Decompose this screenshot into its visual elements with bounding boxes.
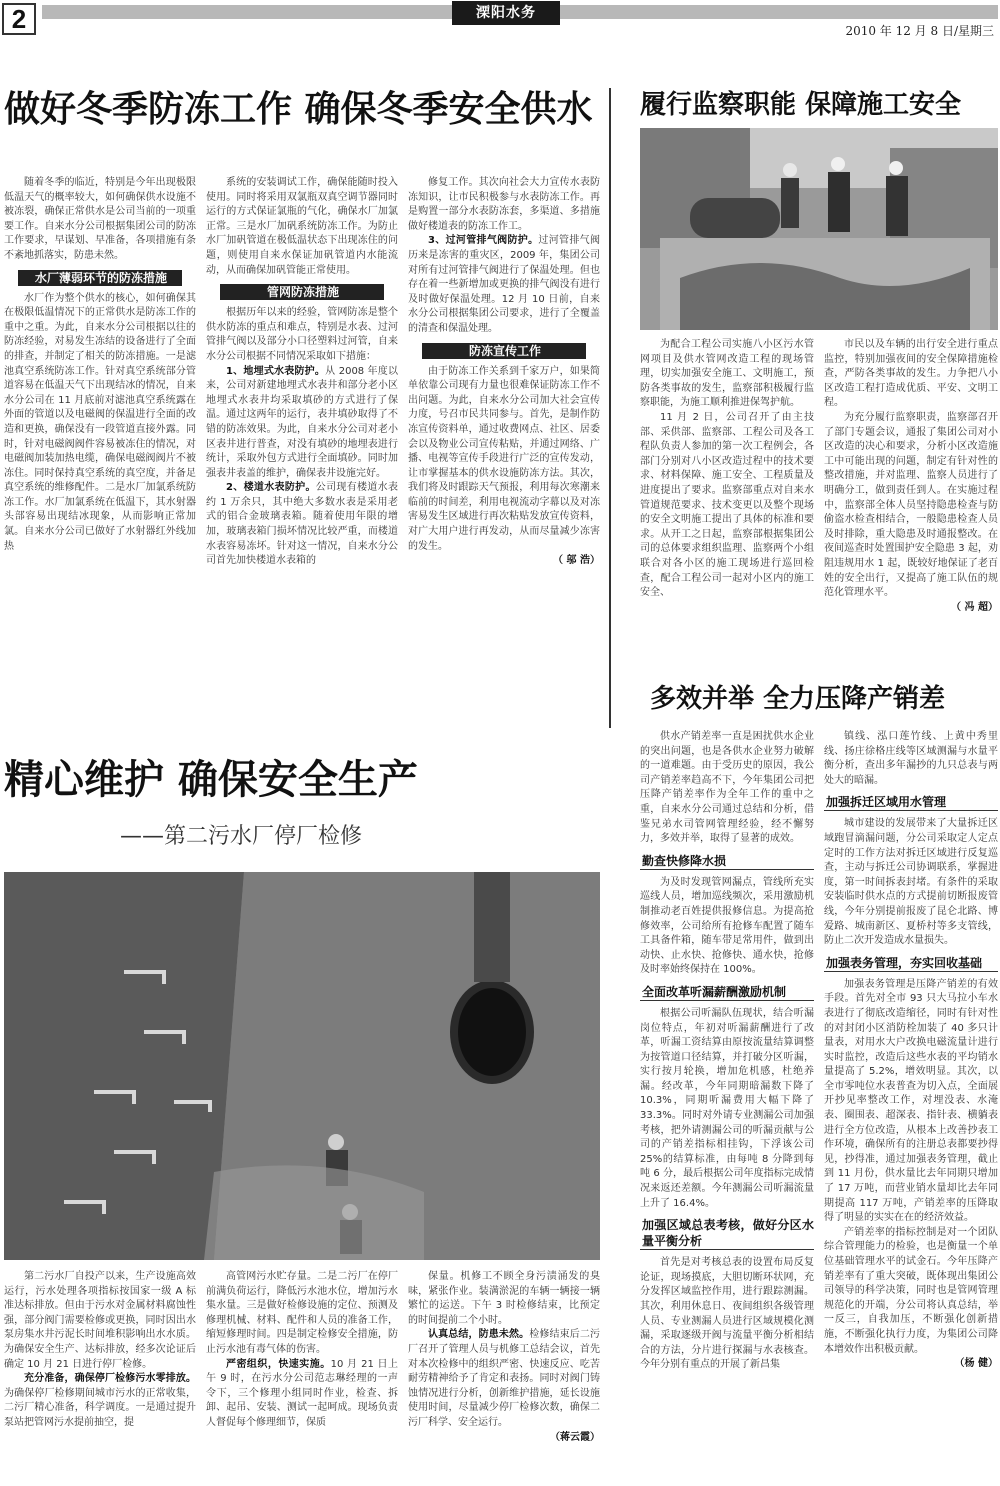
- article1-headline: 做好冬季防冻工作 确保冬季安全供水: [4, 89, 593, 130]
- paragraph-lead: 3、过河管排气阀防护。: [428, 235, 539, 247]
- article4-photo: [4, 872, 600, 1260]
- article2-headline: 履行监察职能 保障施工安全: [640, 90, 962, 120]
- section-heading: 加强拆迁区域用水管理: [824, 794, 998, 811]
- paragraph: 城市建设的发展带来了大量拆迁区域跑冒滴漏问题，分公司采取定人定点定时的工作方法对拆迁区域进行反复巡查，主动与拆迁公司协调联系，掌握进度，第一时间拆表封堵。有条件的采取安装临时供水点的方式提前切断报废管线，今年分别提前报废了昆仑北路、博爱路、城南新区、夏桥村等多支管线，防止二次开发造成水量损失。: [824, 818, 998, 947]
- page-number: 2: [2, 3, 36, 35]
- paragraph-lead: 2、楼道水表防护。: [226, 482, 316, 494]
- paragraph: 水厂作为整个供水的核心，如何确保其在极限低温情况下的正常供水是防冻工作的重中之重。为此，自来水分公司根据以往的防冻经验，对易发生冻结的设备进行了全面的排查，并制定了相关的防冻措施。一是滤池真空系统防冻工作。针对真空系统部分管道容易在低温天气下出现结冰的情况，自来水分公司在 11 月底前对滤池真空系统露在外面的管道以及电磁阀的保温进行全面的改造和更换，确保没有一段管道直接外露。同时，针对电磁阀阀件容易被冻住的情况，对电磁阀加装加热电缆，确保电磁阀阀片不被冻住。同时保持真空系统的真空度，并备足真空系统的维修配件。二是水厂加氯系统防冻工作。水厂加氯系统在低温下，其水射器头部容易出现结冰现象，从而影响正常加氯。自来水分公司已做好了水射器红外线加热: [4, 292, 196, 552]
- article4-subheadline: ——第二污水厂停厂检修: [120, 824, 363, 849]
- paragraph-text: 过河管排气阀历来是冻害的重灾区，2009 年，集团公司对所有过河管排气阀进行了保温处理。但也存在着一些新增加或更换的排气阀没有进行及时做好保温处理。12 月 10 日前，自来水分公司根据集团公司要求，进行了全覆盖的清查和保温处理。: [408, 235, 600, 334]
- paragraph: 为充分履行监察职责，监察部召开了部门专题会议，通报了集团公司对小区改造的决心和要求，分析小区改造施工中可能出现的问题，制定有针对性的整改措施，并对监理、监察人员进行了明确分工，做到责任到人。在实施过程中，监察部全体人员坚持隐患检查与防偷盗水检查相结合，一般隐患检查人员及时排除，重大隐患及时通报整改。在夜间巡查时处置围护安全隐患 3 起，劝阻违规用水 1 起，既较好地保证了老百姓的安全出行，又提高了施工队伍的规范化管理水平。: [824, 411, 998, 599]
- article2-column-2: [824, 338, 998, 728]
- masthead: [0, 0, 1000, 36]
- paragraph: [4, 1372, 196, 1430]
- article1-column-3: [408, 176, 600, 724]
- paragraph: 根据公司听漏队伍现状，结合听漏岗位特点，年初对听漏薪酬进行了改革，听漏工资结算由原按流量结算调整为按管道口径结算，并打破分区听漏，实行按月轮换，增加危机感，杜绝养漏。经改革，今年同期暗漏数下降了 10.3%，同期听漏费用大幅下降了 33.3%。同时对外请专业测漏公司加强考核，把外请测漏公司的听漏贡献与公司的产销差指标相挂钩，下浮该公司 25%的结算标准，由每吨 8 分降到每吨 6 分，最后根据公司年度指标完成情况来返还差额。今年测漏公司听漏流量上升了 16.4%。: [640, 1007, 814, 1209]
- article3-headline: 多效并举 全力压降产销差: [650, 684, 946, 714]
- section-heading: 加强表务管理，夯实回收基础: [824, 955, 998, 972]
- section-heading: 防冻宣传工作: [422, 343, 586, 359]
- paragraph: [206, 1358, 398, 1431]
- article3-column-2: [824, 730, 998, 1482]
- paragraph: [408, 1328, 600, 1430]
- paragraph: 供水产销差率一直是困扰供水企业的突出问题，也是各供水企业努力破解的一道难题。由于受历史的原因，我公司产销差率趋高不下，今年集团公司把压降产销差率作为全年工作的重中之重，自来水分公司通过总结和分析，借鉴兄弟水司管网管理经验，经不懈努力，多效并举，取得了显著的成效。: [640, 731, 814, 845]
- paragraph: 由于防冻工作关系到千家万户，如果简单依靠公司现有力量也很难保证防冻工作不出问题。为此，自来水分公司加大社会宣传力度，号召市民共同参与。首先，是制作防冻宣传资料单，通过收费网点、社区、居委会以及物业公司宣传粘贴，并通过网络、广播、电视等宣传手段进行广泛的宣传发动，让市掌握基本的供水设施防冻方法。其次，我们将及时跟踪天气预报，利用每次寒潮来临前的时间差，利用电视流动字幕以及对冻害易发生区域进行再次粘贴发放宣传资料，对广大用户进行再发动，从而尽量减少冻害的发生。: [408, 365, 600, 552]
- paragraph: [408, 234, 600, 336]
- paragraph: 首先是对考核总表的设置布局反复论证，现场摸底，大胆切断环状网，充分发挥区域监控作用，进行跟踪测漏。其次，利用休息日、夜间组织各级管理人员、专业测漏人员进行区域规模化测漏，采取逐级开阀与流量平衡分析相结合的方法，分片进行探漏与水表核查。今年分别有重点的开展了新昌集: [640, 1257, 814, 1371]
- paragraph-text: 公司现有楼道水表约 1 万余只，其中绝大多数水表是采用老式的铝合金玻璃表箱。随着使用年限的增加，玻璃表箱门损坏情况比较严重，而楼道水表容易冻坏。针对这一情况，自来水分公司首先加快楼道水表箱的: [206, 482, 398, 567]
- paragraph: 市民以及车辆的出行安全进行重点监控，特别加强夜间的安全保障措施检查，严防各类事故的发生。力争把八小区改造工程打造成优质、平安、文明工程。: [824, 339, 998, 409]
- column-divider: [609, 88, 611, 728]
- paragraph: 为及时发现管网漏点，管线所充实巡线人员，增加巡线频次，采用激励机制推动老百姓提供报修信息。为提高抢修效率，公司给所有抢修车配置了随车工具备件箱，随车带足常用件，做到出动快、止水快、抢修快、通水快，抢修及时率始终保持在 100%。: [640, 876, 814, 976]
- paragraph: [206, 481, 398, 569]
- article2-body: [640, 338, 998, 728]
- paragraph-lead: 1、地埋式水表防护。: [226, 365, 326, 377]
- construction-site-photo: [640, 128, 998, 330]
- byline: （杨 健）: [954, 1358, 998, 1370]
- article1-body: [4, 176, 600, 724]
- paragraph-text: 检修结束后二污厂召开了管理人员与机修工总结会议，首先对本次检修中的组织严密、快速反应、吃苦耐劳精神给予了肯定和表扬。同时对阀门铸蚀情况进行分析，创新维护措施，延长设施使用时间，尽量减少停厂检修次数，确保二污厂科学、安全运行。: [408, 1329, 600, 1428]
- paragraph-text: 10 月 21 日上午 9 时，在污水分公司范志琳经理的一声令下，三个修理小组同时作业，检查、拆卸、起吊、安装、测试一起呵成。现场负责人督促每个修理细节，保质: [206, 1358, 398, 1428]
- paragraph-text: 为确保停厂检修期间城市污水的正常收集，二污厂精心准备，科学调度。一是通过提升泵站把管网污水提前抽空，提: [4, 1387, 196, 1428]
- paragraph: 第二污水厂自投产以来，生产设施高效运行，污水处理各项指标按国家一级 A 标准达标排放。但由于污水对金属材料腐蚀性强，部分阀门需要检修或更换，同时因出水泵房集水井污泥长时间堆积影响出水水质。为确保安全生产、达标排放，经多次论证后确定 10 月 21 日进行停厂检修。: [4, 1271, 196, 1370]
- byline: （蒋云霞）: [550, 1431, 600, 1443]
- paragraph: 加强表务管理是压降产销差的有效手段。首先对全市 93 只大马拉小车水表进行了彻底改造缩径，同时有针对性的对封闭小区消防栓加装了 40 多只计量表，对用水大户改换电磁流量计进行实时监控，改造后这些水表的平均销水量提高了 5.2%，增效明显。其次，以全市零吨位水表普查为切入点，全面展开抄见率整改工作，对埋没表、水淹表、圈围表、超深表、指针表、横躺表进行全方位改造，从根本上改善抄表工作环境，确保所有的注册总表都要抄得见，抄得准，通过加强表务管理，截止到 11 月份，供水量比去年同期只增加了 17 万吨，而营业销水量却比去年同期提高 117 万吨，产销差率的压降取得了明显的实实在在的经济效益。: [824, 978, 998, 1224]
- byline: （ 冯 超）: [951, 601, 998, 613]
- issue-date: 2010 年 12 月 8 日/星期三: [845, 24, 994, 38]
- paragraph: 为配合工程公司实施八小区污水管网项目及供水管网改造工程的现场管理，切实加强安全施工、文明施工，预防各类事故的发生，监察部积极履行监察职能，为施工顺利推进保驾护航。: [640, 339, 814, 409]
- paragraph: 系统的安装调试工作，确保能随时投入使用。同时将采用双氯瓶双真空调节器同时运行的方式保证氯瓶的气化，确保水厂加氯正常。三是水厂加矾系统防冻工作。为防止水厂加矾管道在极低温状态下出现冻住的问题，则使用自来水保证加矾管道内水能流动，从而确保加矾管能正常使用。: [206, 177, 398, 276]
- article2-column-1: [640, 338, 814, 728]
- article4-body: [4, 1270, 600, 1482]
- article3-column-1: [640, 730, 814, 1482]
- section-heading: 水厂薄弱环节的防冻措施: [18, 270, 182, 286]
- article3-body: [640, 730, 998, 1482]
- article1-column-2: [206, 176, 398, 724]
- paragraph: 高管网污水贮存量。二是二污厂在停厂前满负荷运行，降低污水池水位，增加污水集水量。三是做好检修设施的定位、预测及修理机械、材料、配件和人员的准备工作，缩短修理时间。四是制定检修安全措施，防止污水池有毒气体的伤害。: [206, 1271, 398, 1355]
- article4-column-3: [408, 1270, 600, 1482]
- paragraph: 随着冬季的临近，特别是今年出现极限低温天气的概率较大，如何确保供水设施不被冻裂，确保正常供水是公司当前的一项重要工作。自来水分公司根据集团公司的防冻工作要求，早谋划、早准备，各项措施有条不紊地抓落实，防患未然。: [4, 177, 196, 261]
- paragraph: 修复工作。其次向社会大力宣传水表防冻知识，让市民积极参与水表防冻工作。再是购置一部分水表防冻套，多渠道、多措施做好楼道表的防冻工作工。: [408, 177, 600, 232]
- sewage-tank-photo: [4, 872, 600, 1260]
- article4-column-2: [206, 1270, 398, 1482]
- paragraph-lead: 认真总结，防患未然。: [428, 1329, 530, 1341]
- section-heading: 勤查快修降水损: [640, 853, 814, 870]
- paragraph: 产销差率的指标控制是对一个团队综合管理能力的检验，也是衡量一个单位基础管理水平的试金石。今年压降产销差率有了重大突破，既体现出集团公司领导的科学决策，同时也是管网管理规范化的开端，分公司将认真总结，举一反三，自我加压，不断强化创新措施，不断强化执行力度，为集团公司降本增效作出积极贡献。: [824, 1226, 998, 1355]
- paragraph: [206, 365, 398, 482]
- paragraph: 11 月 2 日，公司召开了由主技部、采供部、监察部、工程公司及各工程队负责人参加的第一次工程例会，各部门分别对八小区改造过程中的技术要求、材料保障、施工安全、工程质量及进度提出了要求。监察部重点对自来水管道规范要求、技术变更以及整个现场的安全文明施工提出了具体的标准和要求。从开工之日起，监察部根据集团公司的总体要求组织监理、监察两个小组联合对各小区的施工现场进行巡回检查，配合工程公司一起对小区内的施工安全、: [640, 411, 814, 599]
- paragraph-text: 从 2008 年度以来，公司对新建地埋式水表井和部分老小区地埋式水表井均采取填砂的方式进行了保温。通过这两年的运行，表井填砂取得了不错的防冻效果。为此，自来水分公司对老小区表井进行普查，对没有填砂的地埋表进行统计，采取外包方式进行全面填砂。同时加强表井表盖的维护，确保表井设施完好。: [206, 365, 398, 479]
- paragraph: 镇线、泓口莲竹线、上黄中秀里线、扬庄徐格庄线等区域测漏与水量平衡分析，查出多年漏抄的九只总表与两处大的暗漏。: [824, 731, 998, 786]
- byline: （ 邬 浩）: [553, 555, 600, 567]
- paragraph-lead: 严密组织，快速实施。: [226, 1358, 331, 1370]
- article1-column-1: [4, 176, 196, 724]
- paragraph-lead: 充分准备，确保停厂检修污水零排放。: [24, 1373, 196, 1385]
- section-heading: 管网防冻措施: [220, 284, 384, 300]
- section-heading: 加强区域总表考核，做好分区水量平衡分析: [642, 1218, 814, 1249]
- paragraph: 保量。机修工不顾全身污渍涌发的臭味，紧张作业。装满淤泥的车辆一辆接一辆繁忙的运送。下午 3 时检修结束，比预定的时间提前二个小时。: [408, 1271, 600, 1326]
- article2-photo: [640, 128, 998, 330]
- section-heading: 全面改革听漏薪酬激励机制: [640, 984, 814, 1001]
- article4-column-1: [4, 1270, 196, 1482]
- paragraph: 根据历年以来的经验，管网防冻是整个供水防冻的重点和难点，特别是水表、过河管排气阀以及部分小口径塑料过河管，自来水分公司根据不同情况采取如下措施：: [206, 307, 398, 362]
- paper-name: 溧阳水务: [452, 1, 560, 25]
- article4-headline: 精心维护 确保安全生产: [4, 756, 418, 803]
